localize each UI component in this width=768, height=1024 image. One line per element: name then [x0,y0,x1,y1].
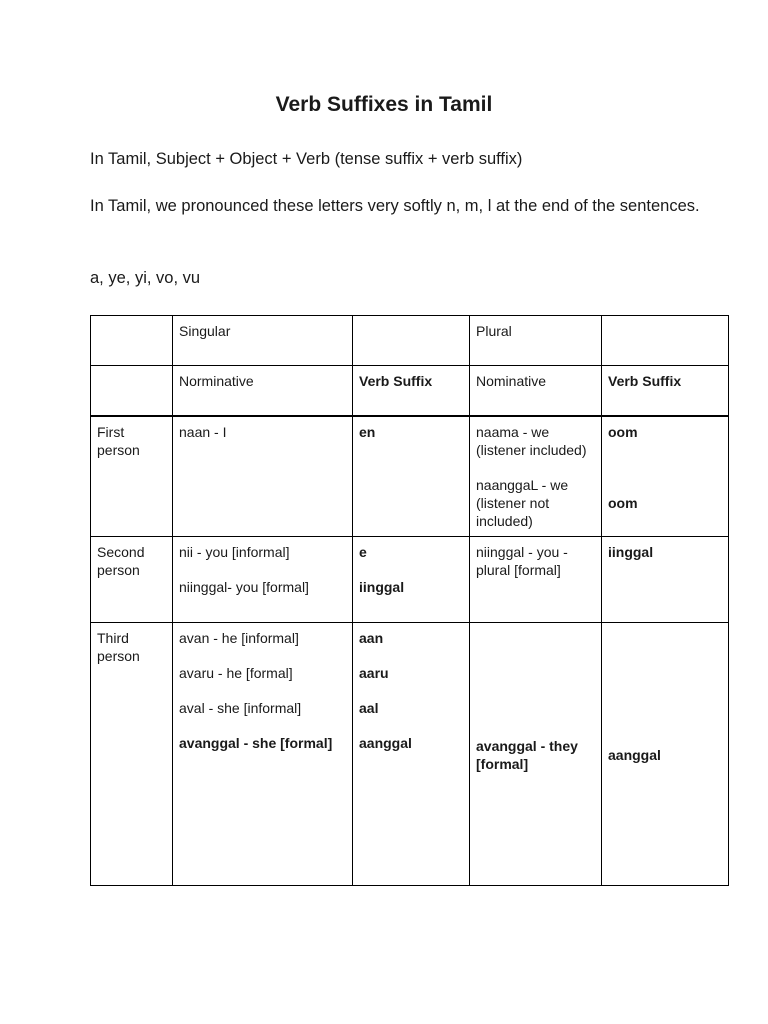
second-person-plural-nominative: niinggal - you - plural [formal] [470,537,602,623]
page-title: Verb Suffixes in Tamil [275,93,493,116]
singular-suffix-she-informal: aal [359,700,379,716]
table-row-second-person [91,537,729,623]
second-person-singular-nominative [173,537,353,623]
verb-suffix-table [90,315,729,886]
singular-suffix-he-formal: aaru [359,665,389,681]
subheader-plural-verb-suffix: Verb Suffix [602,366,729,416]
plural-nominative-exclusive: naanggaL - we (listener not included) [476,476,569,529]
singular-suffix-he-informal: aan [359,630,384,646]
header-plural: Plural [470,316,602,366]
paragraph-vowel-list: a, ye, yi, vo, vu [90,269,201,287]
paragraph-word-order: In Tamil, Subject + Object + Verb (tense suffix + verb suffix) [90,150,523,168]
subheader-singular-verb-suffix: Verb Suffix [353,366,470,416]
header-empty-cell [91,316,173,366]
header-empty-cell [602,316,729,366]
table-header-row [91,316,729,366]
plural-nominative-inclusive: naama - we (listener included) [476,423,587,458]
subheader-plural-nominative: Nominative [470,366,602,416]
first-person-singular-suffix: en [353,416,470,537]
second-person-singular-suffix [353,537,470,623]
subheader-empty-cell [91,366,173,416]
singular-nominative-he-formal: avaru - he [formal] [179,665,293,681]
singular-suffix-formal: iinggal [359,579,405,595]
table-row-third-person [91,623,729,886]
header-empty-cell [353,316,470,366]
third-person-label: Third person [91,623,173,886]
singular-suffix-informal: e [359,544,367,560]
singular-nominative-she-formal: avanggal - she [formal] [179,735,333,751]
singular-nominative-she-informal: aval - she [informal] [179,700,302,716]
first-person-plural-suffix [602,416,729,537]
singular-suffix-she-formal: aanggal [359,735,412,751]
first-person-plural-nominative [470,416,602,537]
third-person-singular-suffix [353,623,470,886]
singular-nominative-formal: niinggal- you [formal] [179,579,309,595]
plural-suffix-exclusive: oom [608,494,638,511]
plural-suffix-inclusive: oom [608,423,638,440]
header-singular: Singular [173,316,353,366]
third-person-plural-suffix: aanggal [602,623,729,886]
table-row-first-person [91,416,729,537]
third-person-singular-nominative [173,623,353,886]
third-person-plural-nominative: avanggal - they [formal] [470,623,602,886]
singular-nominative-he-informal: avan - he [informal] [179,630,299,646]
first-person-label: First person [91,416,173,537]
second-person-plural-suffix: iinggal [602,537,729,623]
singular-nominative-informal: nii - you [informal] [179,544,290,560]
first-person-singular-nominative: naan - I [173,416,353,537]
table-subheader-row [91,366,729,416]
paragraph-pronunciation: In Tamil, we pronounced these letters very softly n, m, l at the end of the sentences. [90,197,700,215]
second-person-label: Second person [91,537,173,623]
subheader-singular-nominative: Norminative [173,366,353,416]
